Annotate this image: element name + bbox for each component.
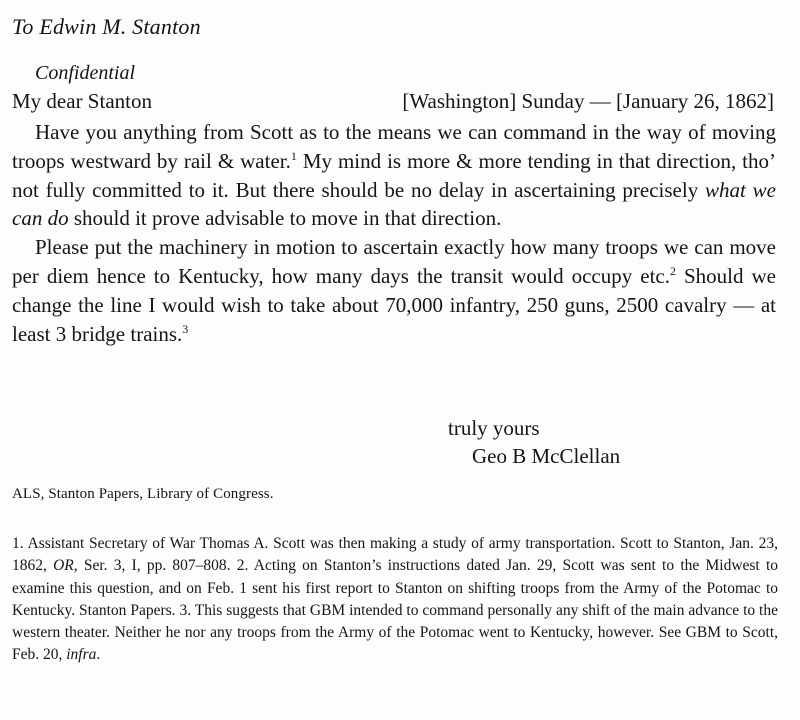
footnote-text-a: 1. Assistant Secretary of War Thomas A. Scott was then making a study of army transportation. Scott to Stanton, Jan. 23, 1862, xyxy=(12,535,778,575)
paragraph-1-text-b: My mind is more & more tending in that direction, tho’ not fully committed to it. But there should be no delay in ascertaining precisely xyxy=(12,148,776,202)
source-note: ALS, Stanton Papers, Library of Congress. xyxy=(12,486,274,502)
letter-closing xyxy=(448,414,620,470)
footnote-ref-3: 3 xyxy=(182,321,189,336)
paragraph-2 xyxy=(12,233,776,348)
paragraph-1-emphasis: what we can do xyxy=(12,177,777,231)
dateline: [Washington] Sunday — [January 26, 1862] xyxy=(402,89,774,113)
paragraph-1-text-a: Have you anything from Scott as to the means we can command in the way of moving troops westward by rail & water. xyxy=(12,120,776,173)
letter-body xyxy=(12,118,776,348)
footnote-or-italic: OR xyxy=(53,557,74,575)
salutation: My dear Stanton xyxy=(12,89,152,113)
footnote-text-b: , Ser. 3, I, pp. 807–808. 2. Acting on Stanton’s instructions dated Jan. 29, Scott was sent to the Midwest to examine this question, and on Feb. 1 sent his first report to Stanton on shifting troops from the Army of the Potomac to Kentucky. Stanton Papers. 3. This suggests that GBM intended to command personally any shift of the main advance to the western theater. Neither he nor any troops from the Army of the Potomac went to Kentucky, however. See GBM to Scott, Feb. 20, xyxy=(12,557,778,664)
footnotes xyxy=(12,533,778,667)
signature: Geo B McClellan xyxy=(472,444,621,468)
paragraph-2-text-b: Should we change the line I would wish to take about 70,000 infantry, 250 guns, 2500 cavalry — at least 3 bridge trains. xyxy=(12,263,776,346)
paragraph-2-text-a: Please put the machinery in motion to ascertain exactly how many troops we can move per diem hence to Kentucky, how many days the transit would occupy etc. xyxy=(12,235,776,288)
paragraph-1 xyxy=(12,118,776,233)
footnote-ref-1: 1 xyxy=(290,148,297,163)
footnote-text-c: . xyxy=(96,646,101,664)
confidential-label: Confidential xyxy=(35,62,135,84)
letter-heading: To Edwin M. Stanton xyxy=(12,14,201,39)
valediction: truly yours xyxy=(448,416,540,440)
footnote-text xyxy=(12,533,778,667)
footnote-infra-italic: infra xyxy=(66,646,97,664)
paragraph-1-text-c: should it prove advisable to move in that direction. xyxy=(68,206,502,231)
footnote-ref-2: 2 xyxy=(669,263,676,278)
